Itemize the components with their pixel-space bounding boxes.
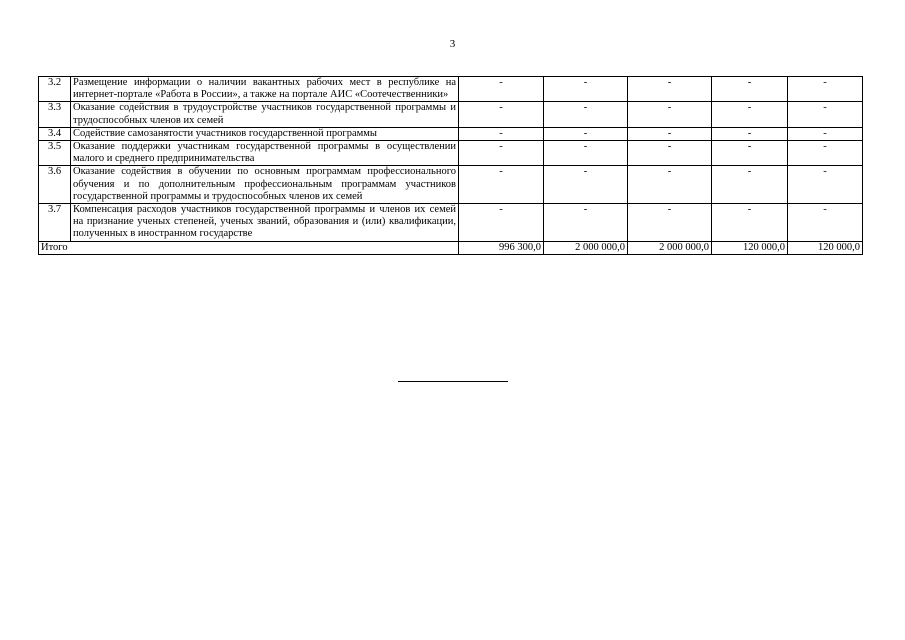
row-value: - [712, 166, 788, 204]
row-value: - [628, 127, 712, 140]
table-row [39, 127, 863, 140]
row-value: - [628, 141, 712, 166]
total-value: 120 000,0 [712, 241, 788, 254]
total-value: 2 000 000,0 [628, 241, 712, 254]
row-value: - [544, 77, 628, 102]
total-value: 2 000 000,0 [544, 241, 628, 254]
row-description: Оказание содействия в обучении по основным программам профессионального обучения и по дополнительным профессиональным программам участников государственной программы и трудоспособных членов их семей [71, 166, 459, 204]
row-value: - [459, 77, 544, 102]
row-value: - [712, 127, 788, 140]
row-description: Содействие самозанятости участников государственной программы [71, 127, 459, 140]
row-description: Оказание поддержки участникам государственной программы в осуществлении малого и среднего предпринимательства [71, 141, 459, 166]
row-value: - [712, 77, 788, 102]
row-value: - [788, 127, 863, 140]
row-value: - [459, 141, 544, 166]
page-number: 3 [449, 38, 456, 50]
row-value: - [712, 141, 788, 166]
row-number: 3.7 [39, 204, 71, 242]
row-number: 3.3 [39, 102, 71, 127]
row-value: - [544, 204, 628, 242]
table-row [39, 204, 863, 242]
row-value: - [628, 166, 712, 204]
row-value: - [712, 204, 788, 242]
row-value: - [544, 141, 628, 166]
row-value: - [628, 102, 712, 127]
row-value: - [788, 141, 863, 166]
row-number: 3.5 [39, 141, 71, 166]
table-row [39, 102, 863, 127]
row-value: - [628, 77, 712, 102]
row-value: - [459, 204, 544, 242]
row-number: 3.6 [39, 166, 71, 204]
table-row [39, 141, 863, 166]
row-description: Оказание содействия в трудоустройстве участников государственной программы и трудоспособных членов их семей [71, 102, 459, 127]
row-value: - [544, 102, 628, 127]
row-value: - [712, 102, 788, 127]
total-value: 120 000,0 [788, 241, 863, 254]
row-value: - [544, 166, 628, 204]
row-value: - [459, 102, 544, 127]
table-row [39, 77, 863, 102]
total-value: 996 300,0 [459, 241, 544, 254]
row-value: - [788, 204, 863, 242]
row-description: Размещение информации о наличии вакантных рабочих мест в республике на интернет-портале «Работа в России», а также на портале АИС «Соотечественники» [71, 77, 459, 102]
total-label: Итого [39, 241, 459, 254]
row-value: - [459, 127, 544, 140]
row-value: - [788, 77, 863, 102]
row-description: Компенсация расходов участников государственной программы и членов их семей на признание ученых степеней, ученых званий, образования и (или) квалификации, полученных в иностранном государстве [71, 204, 459, 242]
table-row [39, 166, 863, 204]
row-number: 3.2 [39, 77, 71, 102]
row-value: - [788, 102, 863, 127]
footer-divider [398, 381, 508, 382]
row-value: - [788, 166, 863, 204]
total-row [39, 241, 863, 254]
row-value: - [459, 166, 544, 204]
row-number: 3.4 [39, 127, 71, 140]
budget-table [38, 76, 863, 255]
row-value: - [628, 204, 712, 242]
row-value: - [544, 127, 628, 140]
